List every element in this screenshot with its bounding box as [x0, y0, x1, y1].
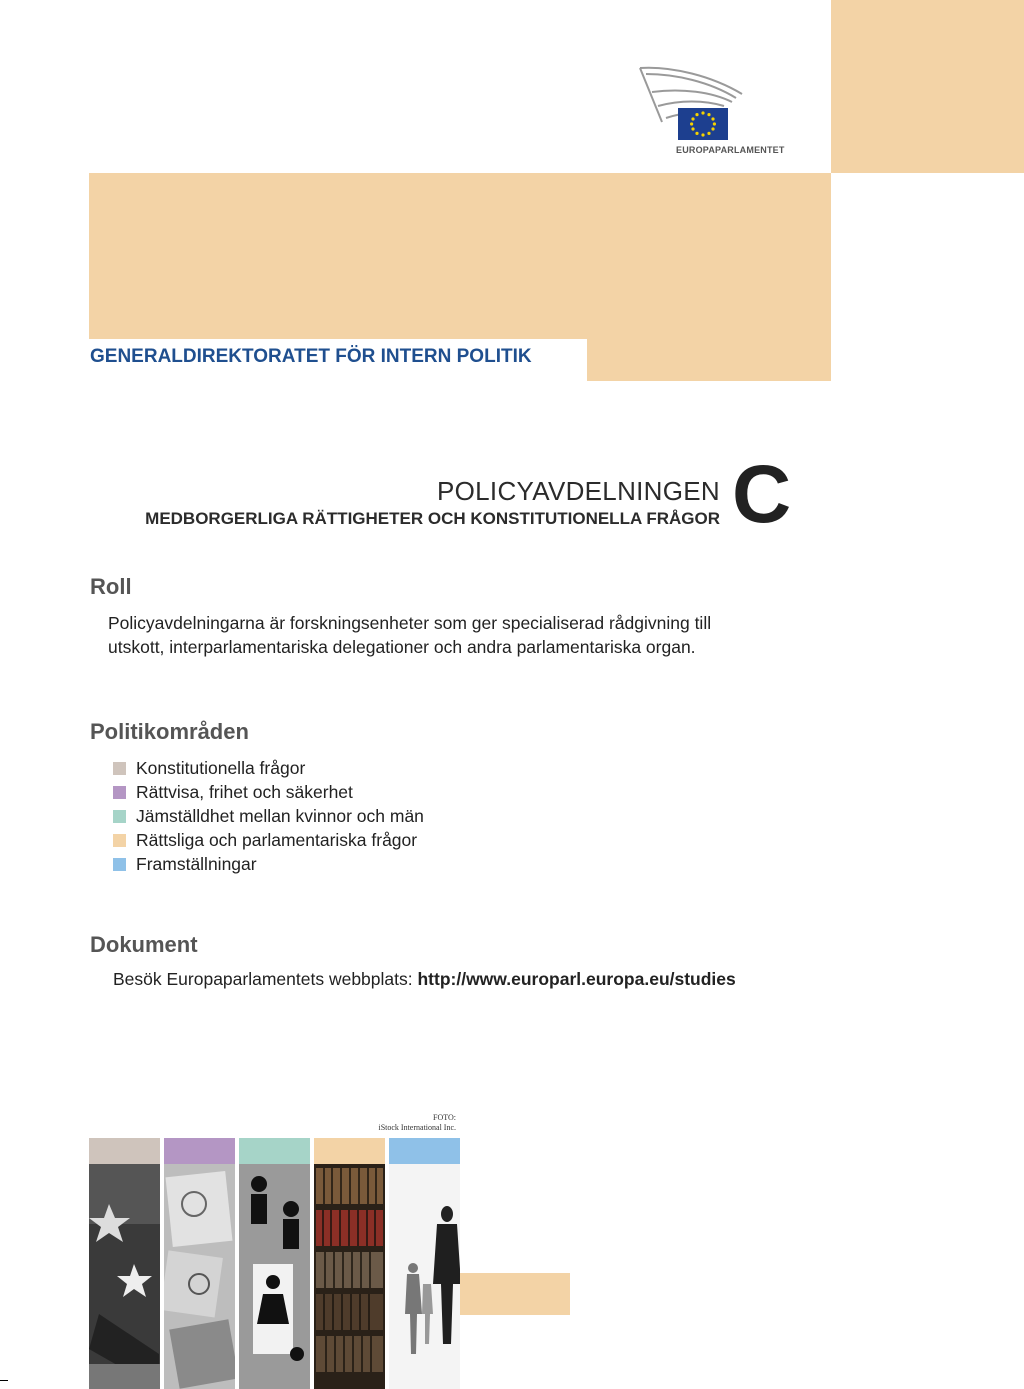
documents-heading: Dokument — [90, 932, 198, 957]
role-heading: Roll — [90, 574, 132, 599]
policy-area-label: Rättsliga och parlamentariska frågor — [136, 829, 418, 850]
policy-area-label: Framställningar — [136, 853, 257, 874]
square-bullet-icon — [113, 858, 126, 871]
square-bullet-icon — [113, 786, 126, 799]
role-text-line: utskott, interparlamentariska delegationer och andra parlamentariska organ. — [108, 637, 696, 657]
bookshelf-photo — [314, 1164, 385, 1389]
policy-areas-heading: Politikområden — [90, 719, 249, 744]
square-bullet-icon — [113, 834, 126, 847]
header-band — [89, 173, 831, 339]
documents-text — [113, 969, 736, 990]
department-subtitle: MEDBORGERLIGA RÄTTIGHETER OCH KONSTITUTIONELLA FRÅGOR — [145, 509, 720, 528]
studies-link[interactable]: http://www.europarl.europa.eu/studies — [417, 969, 736, 989]
policy-area-label: Konstitutionella frågor — [136, 757, 306, 778]
eu-stars-photo — [89, 1164, 160, 1389]
photo-strip-petitions — [389, 1138, 460, 1389]
list-item — [113, 756, 424, 780]
logo-wordmark: EUROPAPARLAMENTET — [676, 145, 785, 155]
crop-mark — [0, 1380, 8, 1381]
footer-block — [460, 1273, 570, 1315]
role-text — [108, 611, 808, 659]
role-text-line: Policyavdelningarna är forskningsenheter som ger specialiserad rådgivning till — [108, 613, 712, 633]
department-title: POLICYAVDELNINGEN — [437, 476, 720, 506]
list-item — [113, 804, 424, 828]
photo-strip-legal — [314, 1138, 385, 1389]
header-band-tab — [587, 339, 831, 381]
policy-area-label: Jämställdhet mellan kvinnor och män — [136, 805, 424, 826]
photo-strip-constitutional — [89, 1138, 160, 1389]
directorate-title: GENERALDIREKTORATET FÖR INTERN POLITIK — [90, 346, 532, 367]
people-walking-photo — [389, 1164, 460, 1389]
department-letter: C — [732, 449, 792, 540]
photo-credit-source: iStock International Inc. — [378, 1123, 456, 1132]
policy-areas-list — [113, 756, 424, 876]
men-women-figures-photo — [239, 1164, 310, 1389]
photo-credit-label: FOTO: — [433, 1113, 456, 1122]
documents-prefix: Besök Europaparlamentets webbplats: — [113, 969, 418, 989]
policy-area-label: Rättvisa, frihet och säkerhet — [136, 781, 353, 802]
photo-strip-equality — [239, 1138, 310, 1389]
passport-stamps-photo — [164, 1164, 235, 1389]
square-bullet-icon — [113, 762, 126, 775]
list-item — [113, 828, 424, 852]
list-item — [113, 780, 424, 804]
photo-strip-justice — [164, 1138, 235, 1389]
top-right-block — [831, 0, 1024, 173]
square-bullet-icon — [113, 810, 126, 823]
photo-credit — [356, 1113, 456, 1133]
list-item — [113, 852, 424, 876]
